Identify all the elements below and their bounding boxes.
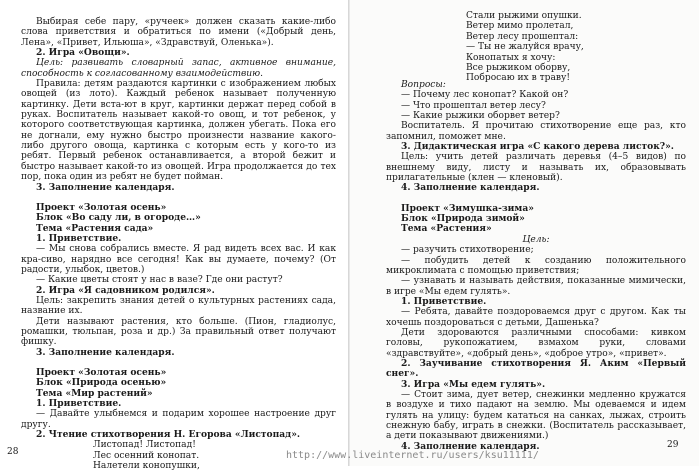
project-title: Проект «Зимушка-зима» — [401, 202, 534, 214]
goal-text: Цель: закрепить знания детей о культурных растениях сада, название их. — [21, 295, 336, 317]
game-heading: 2. Игра «Я садовником родился». — [36, 284, 215, 296]
theme-title: Тема «Мир растений» — [36, 387, 153, 399]
poem-line: Стали рыжими опушки. — [466, 11, 582, 21]
page-number: 29 — [667, 440, 679, 450]
project-title: Проект «Золотая осень» — [36, 201, 167, 213]
page-number: 28 — [7, 447, 19, 457]
right-page — [350, 0, 699, 466]
step-heading: 2. Чтение стихотворения Н. Егорова «Листопад». — [36, 429, 301, 441]
game-heading: 2. Игра «Овощи». — [36, 47, 130, 59]
poem-line: Конопатых я хочу: — [466, 52, 556, 63]
goal-item: — узнавать и называть действия, показанные мимически, в игре «Мы едем гулять». — [386, 276, 686, 297]
poem-line: Ветер лесу прошептал: — [466, 31, 579, 42]
paragraph: Выбирая себе пару, «ручеек» должен сказать какие-либо слова приветствия и обратиться по имени («Добрый день, Лена», «Привет, Ильюша», «Здравствуй, Оленька»). — [21, 17, 336, 48]
game-heading: 3. Игра «Мы едем гулять». — [401, 378, 546, 390]
goal-text: Цель: учить детей различать деревья (4–5 видов) по внешнему виду, листу и называть их, образовывать прилагательные (клен — кленовый). — [386, 152, 686, 184]
theme-title: Тема «Растения» — [401, 223, 492, 235]
poem-line: Все рыжиком оборву, — [466, 63, 571, 74]
poem-stanza — [466, 11, 584, 84]
step-heading: 4. Заполнение календаря. — [401, 440, 540, 452]
block-title: Блок «Природа зимой» — [401, 213, 525, 225]
paragraph: — Какие цветы стоят у нас в вазе? Где они растут? — [36, 275, 283, 286]
question: — Какие рыжики оборвет ветер? — [401, 111, 560, 122]
paragraph: — Мы снова собрались вместе. Я рад видеть всех вас. И как кра-сиво, нарядно все сегодня! Как вы думаете, почему? (От радости, улыбок, цветов.) — [21, 244, 336, 275]
left-page — [0, 0, 349, 472]
goal-item: — разучить стихотворение; — [401, 245, 534, 256]
step-heading: 4. Заполнение календаря. — [401, 182, 540, 194]
game-heading: 3. Дидактическая игра «С какого дерева листок?». — [401, 141, 674, 153]
block-title: Блок «Во саду ли, в огороде…» — [36, 212, 201, 224]
poem-line: Побросаю их в траву! — [466, 73, 570, 84]
step-heading: 1. Приветствие. — [36, 232, 122, 244]
paragraph: Дети здороваются различными способами: кивком головы, рукопожатием, взмахом руки, словами «здравствуйте», «добрый день», «доброе утро», «привет». — [386, 327, 686, 359]
paragraph: Дети называют растения, кто больше. (Пион, гладиолус, ромашки, тюльпан, роза и др.) За правильный ответ получают фишку. — [21, 316, 336, 348]
step-heading: 1. Приветствие. — [36, 398, 122, 410]
question: — Почему лес конопат? Какой он? — [401, 90, 569, 101]
poem-line: Лес осенний конопат. — [93, 450, 200, 461]
paragraph: — Стоит зима, дует ветер, снежинки медленно кружатся в воздухе и тихо падают на землю. Мы одеваемся и идем гулять на улицу: будем кататься на санках, лыжах, строить снежную бабу, играть в снежки. (Воспитатель рассказывает, а дети показывают движениями.) — [386, 389, 686, 442]
left-text-column — [21, 17, 336, 472]
questions-heading: Вопросы: — [401, 80, 446, 90]
goal-heading: Цель: — [522, 234, 550, 245]
paragraph: Воспитатель. Я прочитаю стихотворение еще раз, кто запомнил, поможет мне. — [386, 121, 686, 142]
step-heading: 2. Заучивание стихотворения Я. Аким «Первый снег». — [386, 357, 686, 380]
goal-item: — побудить детей к созданию положительного микроклимата с помощью приветствия; — [386, 255, 686, 276]
theme-title: Тема «Растения сада» — [36, 222, 154, 234]
poem-line: Листопад! Листопад! — [93, 440, 196, 451]
step-heading: 3. Заполнение календаря. — [36, 346, 175, 358]
step-heading: 1. Приветствие. — [401, 295, 487, 307]
goal-text: Цель: развивать словарный запас, активное внимание, способность к согласованному взаимодействию. — [21, 58, 336, 79]
watermark-url[interactable]: http://www.liveinternet.ru/users/ksu11111/ — [286, 450, 539, 461]
step-heading: 3. Заполнение календаря. — [36, 181, 175, 193]
right-text-column — [386, 80, 686, 452]
poem-line: — Ты не жалуйся врачу, — [466, 42, 584, 53]
poem-line: Ветер мимо пролетал, — [466, 21, 574, 32]
rules-paragraph: Правила: детям раздаются картинки с изображением любых овощей (из лото). Каждый ребенок называет полученную картинку. Дети вста-ют в круг, картинки держат перед собой в руках. Воспитатель называет какой-то овощ, и тот ребенок, у которого соответствующая картинка, должен убегать. Пока его не догнали, ему нужно быстро произнести название какого-либо другого овоща, картинка с которым есть у кого-то из ребят. Первый ребенок останавливается, а второй бежит и быстро называет какой-то из овощей. Игра продолжается до тех пор, пока один из ребят не будет пойман. — [21, 79, 336, 183]
paragraph: — Давайте улыбнемся и подарим хорошее настроение друг другу. — [21, 409, 336, 430]
project-title: Проект «Золотая осень» — [36, 367, 167, 378]
question: — Что прошептал ветер лесу? — [401, 100, 546, 111]
poem-line: Налетели конопушки, — [93, 461, 200, 472]
paragraph: — Ребята, давайте поздороваемся друг с другом. Как ты хочешь поздороваться с детьми, Дашенька? — [386, 307, 686, 328]
block-title: Блок «Природа осенью» — [36, 377, 167, 389]
